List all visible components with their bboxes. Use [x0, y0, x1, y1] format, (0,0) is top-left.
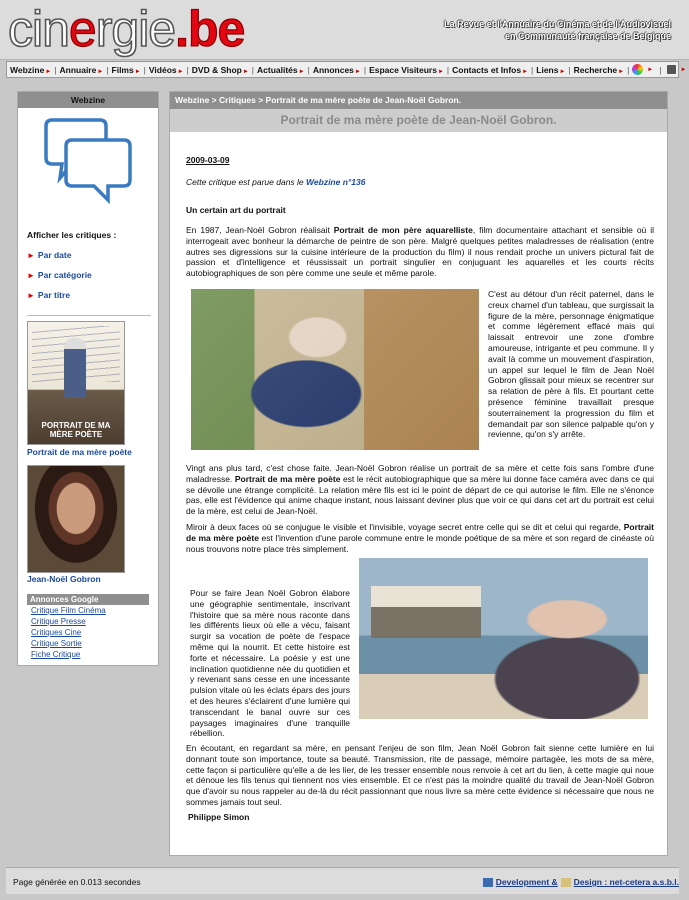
nav-recherche[interactable]: Recherche► [573, 64, 625, 75]
ad-link[interactable]: Critique Presse [31, 617, 86, 626]
article-date: 2009-03-09 [186, 155, 230, 165]
link-par-categorie[interactable]: ► Par catégorie [27, 270, 92, 280]
generation-time: Page générée en 0.013 secondes [13, 877, 141, 887]
afficher-label: Afficher les critiques : [27, 230, 117, 240]
page-title: Portrait de ma mère poète de Jean-Noël Gobron. [170, 109, 667, 132]
footer-credits [483, 877, 679, 887]
paragraph-float-1: C'est au détour d'un récit paternel, dans le creux charnel d'un tableau, que surgissait la figure de la mère, personnage énigmatique et comme légèrement effacé mais qui laissait entrevoir une zone d'ombre amoureuse, intrigante et peu commune. Il y avait là comme un mouvement d'aspiration, un appel sur lequel le film de Jean Noël Gobron glissait pour mieux se recentrer sur sa relation de père à fils. Et pourtant cette présence féminine travaillait presque souterrainement la progression du film et demandait par son silence palpable qu'on y revienne, qu'on s'y arrête. [488, 289, 654, 440]
logo-text-part2: e [68, 1, 96, 57]
article-subheading: Un certain art du portrait [186, 205, 286, 215]
site-footer [6, 867, 679, 894]
site-header [0, 0, 689, 60]
nav-actualites[interactable]: Actualités► [257, 64, 305, 75]
nav-espace-visiteurs[interactable]: Espace Visiteurs► [369, 64, 444, 75]
speech-bubbles-icon [42, 116, 134, 206]
globe-icon[interactable] [632, 64, 643, 75]
triangle-icon: ► [27, 291, 35, 300]
article-author: Philippe Simon [188, 812, 250, 822]
triangle-icon: ► [27, 271, 35, 280]
nav-webzine[interactable]: Webzine► [10, 64, 52, 75]
main-nav: Webzine► | Annuaire► | Films► | Vidéos► | DVD & Shop► | Actualités► | Annonces► | Espace Visiteurs► | Contacts et Infos► | Liens► | Recherche► | ► | ► [6, 61, 679, 78]
development-link[interactable]: Development & [495, 877, 558, 887]
nav-dvd-shop[interactable]: DVD & Shop► [191, 64, 249, 75]
poster-figure [64, 338, 86, 398]
nav-videos[interactable]: Vidéos► [148, 64, 184, 75]
triangle-icon: ► [27, 251, 35, 260]
nav-annonces[interactable]: Annonces► [312, 64, 361, 75]
film-still-mother-reading [191, 289, 479, 450]
nav-liens[interactable]: Liens► [536, 64, 566, 75]
director-caption-link[interactable]: Jean-Noël Gobron [27, 574, 101, 584]
link-par-date[interactable]: ► Par date [27, 250, 72, 260]
dev-icon [483, 878, 493, 887]
tagline-line1: La Revue et l'Annuaire du Cinéma et de l'Audiovisuel [444, 19, 671, 29]
webzine-issue-link[interactable]: Webzine n°136 [306, 177, 366, 187]
sidebar-divider [27, 315, 151, 316]
publication-note: Cette critique est parue dans le Webzine n°136 [186, 177, 366, 187]
nav-films[interactable]: Films► [111, 64, 141, 75]
site-logo[interactable] [8, 3, 244, 55]
ad-link[interactable]: Fiche Critique [31, 650, 81, 659]
pier-building [371, 586, 481, 638]
ad-link[interactable]: Critique Film Cinéma [31, 606, 106, 615]
design-icon [561, 878, 571, 887]
logo-text-part4: .be [175, 1, 245, 57]
paragraph-4: En écoutant, en regardant sa mère, en pensant l'enjeu de son film, Jean Noël Gobron fait sienne cette lumière en lui donnant toute son importance, toute sa beauté. Transmission, rite de passage, mémoire partagée, les mots de sa mère, cette façon si particulière qu'elle a de les lier, de les tresser ensemble nous renvoie à cet art du lien, à cette magie qui noue et dénoue les fils tenus qui tiennent nos vies ensemble. Et ce n'est pas la moindre qualité du travail de Jean-Noël Gobron que d'avoir su nous rappeler au de-là du récit passionnant que nous livre sa mère cette évidence si nécessaire que nous ne sommes jamais tout seul. [186, 743, 654, 807]
sidebar [17, 91, 159, 666]
nav-annuaire[interactable]: Annuaire► [59, 64, 104, 75]
tagline-line2: en Communauté française de Belgique [504, 31, 671, 41]
paragraph-2: Vingt ans plus tard, c'est chose faite. Jean-Noël Gobron réalise un portrait de sa mère et cette fois sans l'ombre d'une maladresse. Portrait de ma mère poète est le récit autobiographique que sa mère lui donne face caméra avec dans ce qui se dévoile une étrange complicité. La relation mère fils est ici le point de départ de ce qui autorise le film. Elle ne s'énonce pas, elle est l'évidence qui anime chaque instant, nous laissant deviner plus que voir ce qui dans cet art du portrait est celui de la mère, est celui de Jean-Noël. [186, 463, 654, 517]
paragraph-1: En 1987, Jean-Noël Gobron réalisait Portrait de mon père aquarelliste, film documentaire attachant et sensible où il interrogeait avec bonheur la démarche de peintre de son père. Malgré quelques petites maladresses de réalisation (entre autres ses digressions sur la cuisine intérieure de la production du film) il nous rendait proche un univers pictural fait de passion et d'intelligence et réussissait un portrait singulier en conjuguant les aquarelles et les courts récits autobiographiques de son père comme une seule et même parole. [186, 225, 654, 279]
ad-link[interactable]: Critiques Cine [31, 628, 82, 637]
film-still-mother-seaside [359, 558, 648, 719]
main-content [169, 91, 668, 856]
google-ads [27, 594, 149, 660]
sidebar-header: Webzine [18, 92, 158, 108]
site-tagline [444, 18, 671, 42]
paragraph-3: Miroir à deux faces où se conjugue le visible et l'invisible, voyage secret entre celle qui se dit et celui qui regarde, Portrait de ma mère poète est l'invention d'une parole commune entre le monde poétique de sa mère et son regard de cinéaste où nous trouvons notre place très simplement. [186, 522, 655, 554]
poster-title: PORTRAIT DE MA MÈRE POÈTE [41, 421, 111, 439]
design-link[interactable]: Design : net-cetera a.s.b.l. [573, 877, 679, 887]
user-icon[interactable] [667, 65, 676, 74]
ads-header: Annonces Google [27, 594, 149, 605]
nav-icons: ► | ► [632, 64, 689, 75]
logo-text-part1: cin [8, 1, 69, 57]
ad-link[interactable]: Critique Sortie [31, 639, 82, 648]
link-par-titre[interactable]: ► Par titre [27, 290, 71, 300]
paragraph-float-2: Pour se faire Jean Noël Gobron élabore une géographie sentimentale, inscrivant l'histoire que sa mère nous raconte dans les différents lieux où elle a vécu, faisant surgir sa vocation de poète de l'espace même qui la nourrit. Et cette histoire est forte et nécessaire. La poésie y est une inclination quotidienne née du quotidien et y revenant sans cesse en une incessante pulsion vitale où les éclats épars des jours et des heures s'éclairent d'une lumière qui transcendant le banal ouvre sur ces paysages imaginaires d'une tranquille rébellion. [190, 588, 350, 739]
film-poster[interactable] [27, 321, 125, 445]
director-portrait[interactable] [27, 465, 125, 573]
logo-text-part3: rgie [95, 1, 176, 57]
nav-contacts[interactable]: Contacts et Infos► [452, 64, 529, 75]
breadcrumb[interactable]: Webzine > Critiques > Portrait de ma mère poète de Jean-Noël Gobron. [170, 92, 667, 109]
poster-caption-link[interactable]: Portrait de ma mère poète [27, 447, 132, 457]
